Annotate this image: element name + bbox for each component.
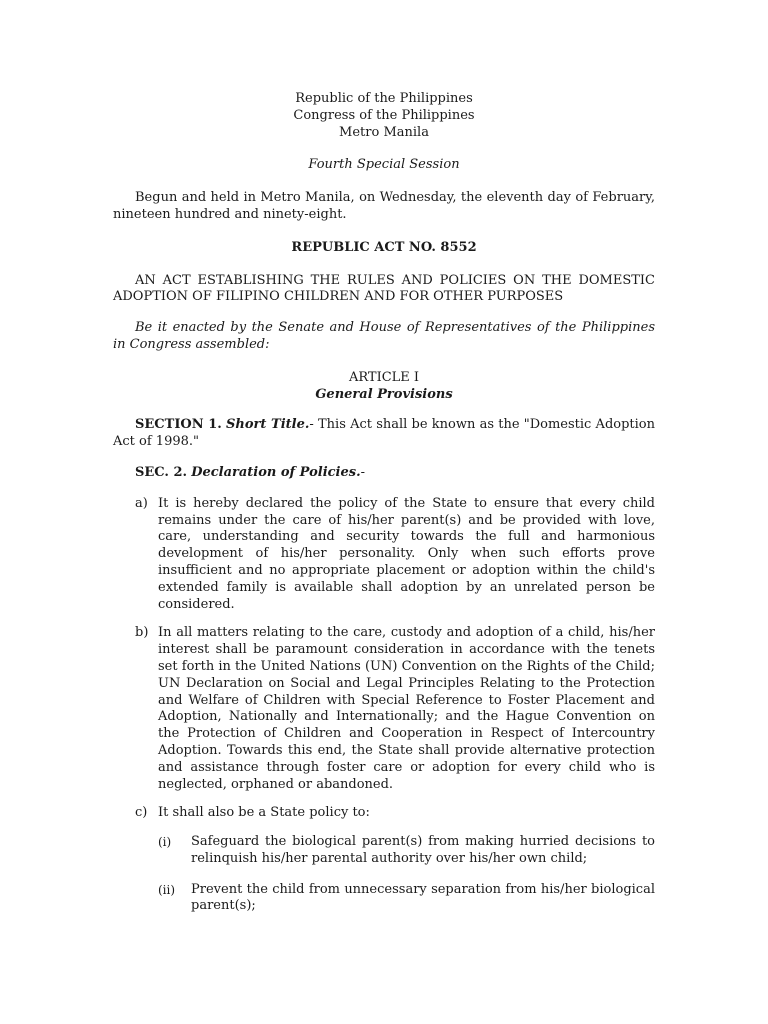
sub-list-marker: (i) — [158, 835, 172, 850]
act-number: REPUBLIC ACT NO. 8552 — [291, 239, 477, 255]
list-item-text: It shall also be a State policy to: — [158, 805, 370, 821]
intro-paragraph: Begun and held in Metro Manila, on Wednesday, the eleventh day of February, nineteen hundred and ninety-eight. — [113, 190, 655, 222]
header-congress: Congress of the Philippines — [293, 107, 475, 123]
session-title: Fourth Special Session — [308, 157, 460, 173]
section-2-heading-line — [113, 465, 655, 482]
document-header — [113, 91, 655, 174]
enacting-clause: Be it enacted by the Senate and House of Representatives of the Philippines in Congress assembled: — [113, 320, 655, 352]
list-item-text: In all matters relating to the care, custody and adoption of a child, his/her interest shall be paramount consideration in accordance with the tenets set forth in the United Nations (UN) Convention on the Rights of the Child; UN Declaration on Social and Legal Principles Relating to the Protection and Welfare of Children with Special Reference to Foster Placement and Adoption, Nationally and Internationally; and the Hague Convention on the Protection of Children and Cooperation in Respect of Intercountry Adoption. Towards this end, the State shall provide alternative protection and assistance through foster care or adoption for every child who is neglected, orphaned or abandoned. — [158, 625, 655, 792]
section-1-label: SECTION 1. — [135, 417, 222, 433]
sub-list-item-text: Safeguard the biological parent(s) from making hurried decisions to relinquish his/her parental authority over his/her own child; — [191, 834, 655, 866]
header-location: Metro Manila — [339, 124, 429, 140]
list-item — [113, 625, 655, 793]
section-1 — [113, 417, 655, 451]
list-item — [113, 805, 655, 822]
article-number: ARTICLE I — [348, 369, 420, 385]
list-item-text: It is hereby declared the policy of the State to ensure that every child remains under the care of his/her parent(s) and be provided with love, care, understanding and security towards the full and harmonious development of his/her personality. Only when such efforts prove insufficient and no appropriate placement or adoption within the child's extended family is available shall adoption by an unrelated person be considered. — [158, 495, 655, 612]
list-marker: c) — [135, 805, 148, 821]
section-1-text: - This Act shall be known as the "Domestic Adoption Act of 1998." — [113, 417, 655, 450]
section-2-dash: - — [360, 464, 366, 480]
act-title: AN ACT ESTABLISHING THE RULES AND POLICIES ON THE DOMESTIC ADOPTION OF FILIPINO CHILDREN AND FOR OTHER PURPOSES — [113, 272, 655, 305]
list-marker: a) — [135, 495, 148, 511]
sub-list-item — [113, 834, 655, 868]
section-2-label: SEC. 2. — [135, 464, 188, 480]
sub-list-marker: (ii) — [158, 882, 176, 897]
sub-list-item-text: Prevent the child from unnecessary separation from his/her biological parent(s); — [191, 881, 655, 914]
document-body — [113, 91, 655, 915]
header-republic: Republic of the Philippines — [295, 91, 473, 106]
article-heading — [113, 370, 655, 404]
article-title: General Provisions — [315, 386, 453, 402]
section-2-heading: Declaration of Policies. — [191, 464, 361, 480]
sub-list-item — [113, 882, 655, 916]
list-item — [113, 496, 655, 614]
section-1-heading: Short Title. — [226, 417, 310, 433]
list-marker: b) — [135, 625, 149, 641]
